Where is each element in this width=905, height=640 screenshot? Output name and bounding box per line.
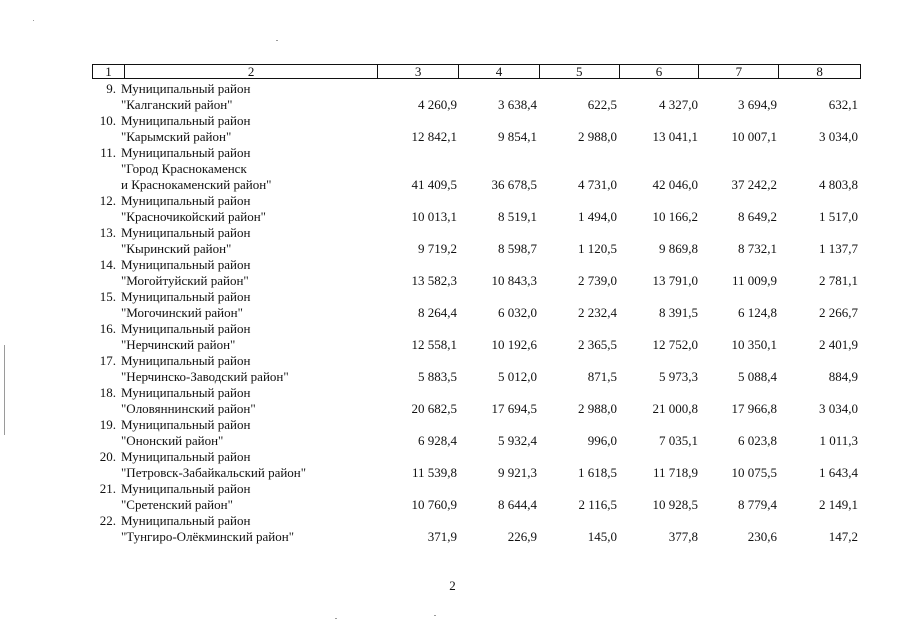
value-cell: 12 842,1 (411, 129, 457, 144)
district-name-line: "Могочинский район" (121, 305, 243, 320)
value-cell: 9 921,3 (498, 465, 537, 480)
district-name-line: "Нерчинско-Заводский район" (121, 369, 289, 384)
district-name-line: Муниципальный район (121, 225, 251, 240)
value-cell: 13 041,1 (652, 129, 698, 144)
value-cell: 371,9 (427, 529, 457, 544)
value-cell: 622,5 (587, 97, 617, 112)
row-number: 11. (100, 145, 116, 160)
district-name-line: "Ононский район" (121, 433, 224, 448)
row-number: 18. (99, 385, 116, 400)
district-name-line: Муниципальный район (121, 145, 251, 160)
value-cell: 10 166,2 (652, 209, 698, 224)
value-cell: 2 781,1 (819, 273, 858, 288)
value-cell: 11 539,8 (411, 465, 457, 480)
district-name-line: "Нерчинский район" (121, 337, 236, 352)
page-number: 2 (449, 578, 456, 593)
value-cell: 8 649,2 (738, 209, 777, 224)
district-name (121, 289, 376, 321)
district-name (121, 385, 376, 417)
value-cell: 10 760,9 (411, 497, 457, 512)
district-name-line: "Калганский район" (121, 97, 233, 112)
district-name-line: Муниципальный район (121, 289, 251, 304)
value-cell: 226,9 (507, 529, 537, 544)
district-name-line: Муниципальный район (121, 449, 251, 464)
district-name (121, 481, 376, 513)
header-cell: 6 (620, 65, 700, 78)
district-name (121, 321, 376, 353)
value-cell: 2 365,5 (578, 337, 617, 352)
value-cell: 10 192,6 (491, 337, 537, 352)
value-cell: 41 409,5 (411, 177, 457, 192)
district-name (121, 145, 376, 193)
value-cell: 6 032,0 (498, 305, 537, 320)
value-cell: 8 391,5 (659, 305, 698, 320)
value-cell: 10 075,5 (731, 465, 777, 480)
value-cell: 13 791,0 (652, 273, 698, 288)
value-cell: 884,9 (828, 369, 858, 384)
scan-speck (33, 20, 34, 21)
district-name-line: "Петровск-Забайкальский район" (121, 465, 307, 480)
row-number: 19. (99, 417, 116, 432)
district-name-line: "Красночикойский район" (121, 209, 266, 224)
district-name-line: Муниципальный район (121, 193, 251, 208)
header-cell: 5 (540, 65, 620, 78)
header-cell: 3 (378, 65, 459, 78)
value-cell: 8 732,1 (738, 241, 777, 256)
value-cell: 5 012,0 (498, 369, 537, 384)
district-name-line: Муниципальный район (121, 353, 251, 368)
row-number: 14. (99, 257, 116, 272)
district-name-line: "Тунгиро-Олёкминский район" (121, 529, 295, 544)
value-cell: 3 034,0 (819, 129, 858, 144)
value-cell: 17 694,5 (491, 401, 537, 416)
value-cell: 1 643,4 (819, 465, 858, 480)
district-name (121, 513, 376, 545)
district-name (121, 225, 376, 257)
district-name (121, 449, 376, 481)
value-cell: 37 242,2 (731, 177, 777, 192)
district-name (121, 81, 376, 113)
value-cell: 2 232,4 (578, 305, 617, 320)
district-name-line: "Оловяннинский район" (121, 401, 256, 416)
district-name (121, 113, 376, 145)
value-cell: 147,2 (828, 529, 858, 544)
value-cell: 2 401,9 (819, 337, 858, 352)
district-name (121, 193, 376, 225)
value-cell: 1 618,5 (578, 465, 617, 480)
value-cell: 9 854,1 (498, 129, 537, 144)
header-cell: 1 (93, 65, 125, 78)
value-cell: 2 116,5 (578, 497, 617, 512)
value-cell: 11 718,9 (652, 465, 698, 480)
value-cell: 871,5 (587, 369, 617, 384)
value-cell: 4 327,0 (659, 97, 698, 112)
value-cell: 3 034,0 (819, 401, 858, 416)
value-cell: 13 582,3 (411, 273, 457, 288)
value-cell: 17 966,8 (731, 401, 777, 416)
value-cell: 8 779,4 (738, 497, 777, 512)
district-name-line: Муниципальный район (121, 385, 251, 400)
table-header-row (92, 64, 861, 79)
scan-speck (335, 618, 337, 619)
value-cell: 4 731,0 (578, 177, 617, 192)
district-name-line: "Сретенский район" (121, 497, 233, 512)
value-cell: 145,0 (587, 529, 617, 544)
scan-speck (276, 40, 278, 41)
district-name-line: Муниципальный район (121, 81, 251, 96)
value-cell: 36 678,5 (491, 177, 537, 192)
district-name-line: "Могойтуйский район" (121, 273, 249, 288)
row-number: 20. (99, 449, 116, 464)
value-cell: 996,0 (587, 433, 617, 448)
header-cell: 4 (459, 65, 540, 78)
district-name-line: Муниципальный район (121, 481, 251, 496)
value-cell: 6 124,8 (738, 305, 777, 320)
value-cell: 5 088,4 (738, 369, 777, 384)
district-name-line: Муниципальный район (121, 113, 251, 128)
value-cell: 10 928,5 (652, 497, 698, 512)
value-cell: 2 739,0 (578, 273, 617, 288)
district-name (121, 257, 376, 289)
row-number: 16. (99, 321, 116, 336)
header-cell: 2 (125, 65, 378, 78)
value-cell: 1 011,3 (819, 433, 858, 448)
value-cell: 10 350,1 (731, 337, 777, 352)
header-cell: 7 (699, 65, 779, 78)
district-name-line: "Карымский район" (121, 129, 232, 144)
value-cell: 6 023,8 (738, 433, 777, 448)
value-cell: 5 973,3 (659, 369, 698, 384)
value-cell: 8 644,4 (498, 497, 537, 512)
value-cell: 8 519,1 (498, 209, 537, 224)
value-cell: 8 598,7 (498, 241, 537, 256)
district-name-line: "Кыринский район" (121, 241, 232, 256)
row-number: 12. (99, 193, 116, 208)
row-number: 13. (99, 225, 116, 240)
header-cell: 8 (816, 64, 823, 79)
value-cell: 230,6 (747, 529, 777, 544)
row-number: 22. (99, 513, 116, 528)
district-name-line: "Город Краснокаменск (121, 161, 247, 176)
district-name (121, 417, 376, 449)
value-cell: 2 988,0 (578, 401, 617, 416)
value-cell: 377,8 (668, 529, 698, 544)
district-name (121, 353, 376, 385)
district-name-line: Муниципальный район (121, 257, 251, 272)
value-cell: 42 046,0 (652, 177, 698, 192)
value-cell: 3 638,4 (498, 97, 537, 112)
value-cell: 9 869,8 (659, 241, 698, 256)
value-cell: 4 803,8 (819, 177, 858, 192)
scan-edge-line (4, 345, 5, 435)
value-cell: 12 752,0 (652, 337, 698, 352)
value-cell: 6 928,4 (418, 433, 457, 448)
value-cell: 3 694,9 (738, 97, 777, 112)
row-number: 15. (99, 289, 116, 304)
district-name-line: и Краснокаменский район" (121, 177, 272, 192)
value-cell: 8 264,4 (418, 305, 457, 320)
value-cell: 20 682,5 (411, 401, 457, 416)
scan-speck (434, 615, 436, 616)
value-cell: 2 988,0 (578, 129, 617, 144)
value-cell: 632,1 (828, 97, 858, 112)
value-cell: 12 558,1 (411, 337, 457, 352)
value-cell: 5 883,5 (418, 369, 457, 384)
district-name-line: Муниципальный район (121, 417, 251, 432)
value-cell: 1 120,5 (578, 241, 617, 256)
value-cell: 10 007,1 (731, 129, 777, 144)
value-cell: 11 009,9 (731, 273, 777, 288)
row-number: 17. (99, 353, 116, 368)
value-cell: 1 137,7 (819, 241, 858, 256)
value-cell: 1 494,0 (578, 209, 617, 224)
district-name-line: Муниципальный район (121, 321, 251, 336)
row-number: 9. (106, 81, 116, 96)
row-number: 21. (99, 481, 116, 496)
row-number: 10. (99, 113, 116, 128)
value-cell: 1 517,0 (819, 209, 858, 224)
value-cell: 10 843,3 (491, 273, 537, 288)
value-cell: 2 266,7 (819, 305, 858, 320)
value-cell: 4 260,9 (418, 97, 457, 112)
value-cell: 10 013,1 (411, 209, 457, 224)
value-cell: 5 932,4 (498, 433, 537, 448)
value-cell: 2 149,1 (819, 497, 858, 512)
value-cell: 7 035,1 (659, 433, 698, 448)
district-name-line: Муниципальный район (121, 513, 251, 528)
value-cell: 21 000,8 (652, 401, 698, 416)
value-cell: 9 719,2 (418, 241, 457, 256)
